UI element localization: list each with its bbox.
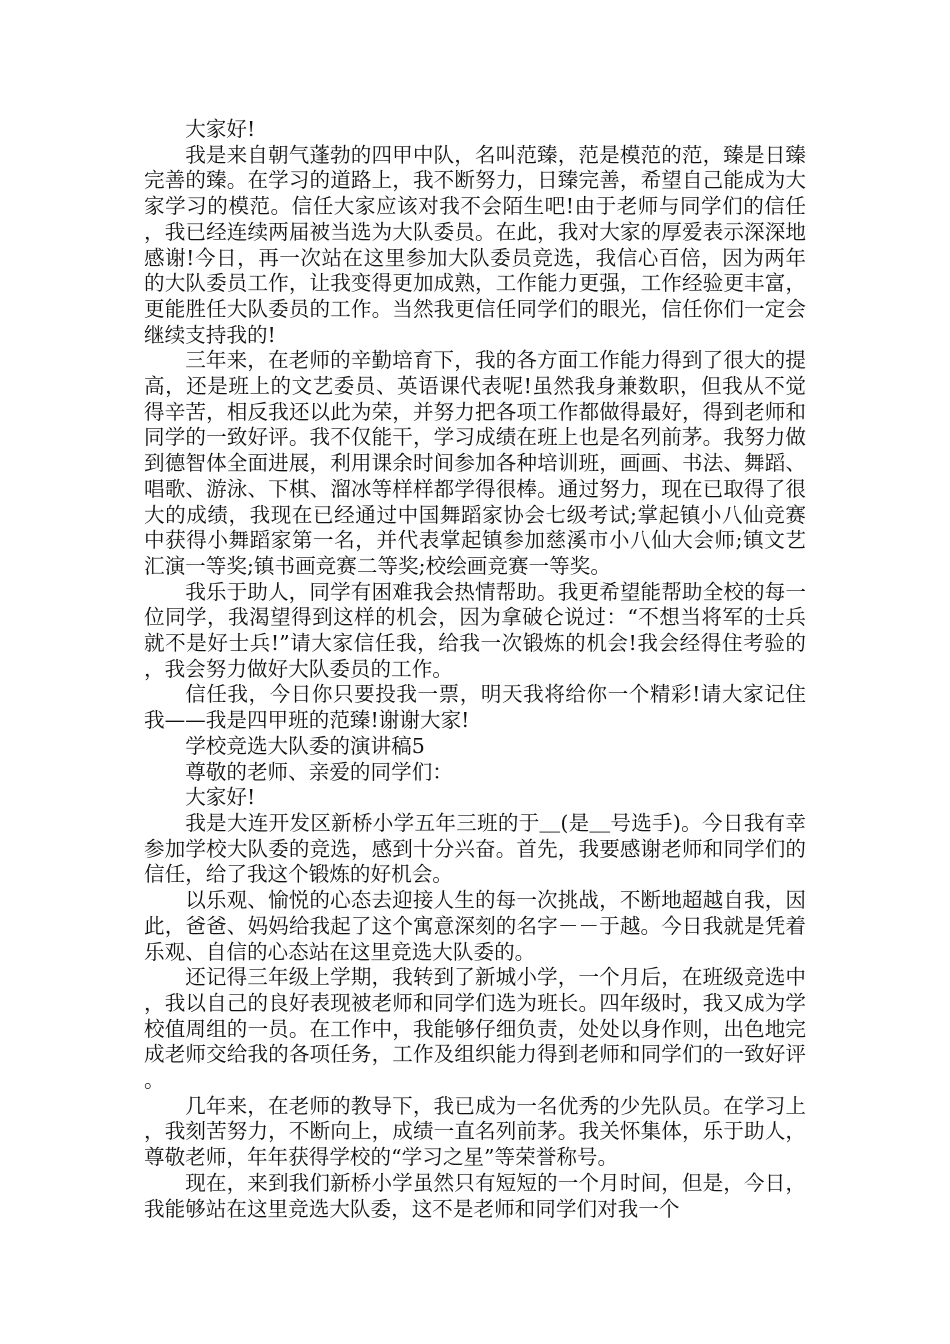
paragraph-attitude: 以乐观、愉悦的心态去迎接人生的每一次挑战，不断地超越自我，因此，爸爸、妈妈给我起了这个寓意深刻的名字－－于越。今日我就是凭着乐观、自信的心态站在这里竞选大队委的。	[144, 888, 806, 964]
paragraph-current: 现在，来到我们新桥小学虽然只有短短的一个月时间，但是，今日，我能够站在这里竞选大队委，这不是老师和同学们对我一个	[144, 1170, 806, 1221]
paragraph-study: 几年来，在老师的教导下，我已成为一名优秀的少先队员。在学习上，我刻苦努力，不断向上，成绩一直名列前茅。我关怀集体，乐于助人，尊敬老师，年年获得学校的“学习之星”等荣誉称号。	[144, 1093, 806, 1170]
paragraph-closing: 信任我，今日你只要投我一票，明天我将给你一个精彩!请大家记住我——我是四甲班的范臻!谢谢大家!	[144, 682, 806, 733]
paragraph-achievements: 三年来，在老师的辛勤培育下，我的各方面工作能力得到了很大的提高，还是班上的文艺委员、英语课代表呢!虽然我身兼数职，但我从不觉得辛苦，相反我还以此为荣，并努力把各项工作都做得最好，得到老师和同学的一致好评。我不仅能干，学习成绩在班上也是名列前茅。我努力做到德智体全面进展，利用课余时间参加各种培训班，画画、书法、舞蹈、唱歌、游泳、下棋、溜冰等样样都学得很棒。通过努力，现在已取得了很大的成绩，我现在已经通过中国舞蹈家协会七级考试;掌起镇小八仙竞赛中获得小舞蹈家第一名，并代表掌起镇参加慈溪市小八仙大会师;镇文艺汇演一等奖;镇书画竞赛二等奖;校绘画竞赛一等奖。	[144, 348, 806, 578]
section-heading: 学校竞选大队委的演讲稿5	[185, 733, 425, 758]
paragraph-greeting-2: 大家好!	[185, 785, 256, 810]
paragraph-introduction-2: 我是大连开发区新桥小学五年三班的于＿(是＿号选手)。今日我有幸参加学校大队委的竞选，感到十分兴奋。首先，我要感谢老师和同学们的信任，给了我这个锻炼的好机会。	[144, 810, 806, 887]
paragraph-salutation: 尊敬的老师、亲爱的同学们：	[185, 759, 453, 784]
paragraph-class-monitor: 还记得三年级上学期，我转到了新城小学，一个月后，在班级竞选中，我以自己的良好表现被老师和同学们选为班长。四年级时，我又成为学校值周组的一员。在工作中，我能够仔细负责，处处以身作则，出色地完成老师交给我的各项任务，工作及组织能力得到老师和同学们的一致好评。	[144, 965, 806, 1093]
paragraph-helping-others: 我乐于助人，同学有困难我会热情帮助。我更希望能帮助全校的每一位同学，我渴望得到这样的机会，因为拿破仑说过：“不想当将军的士兵就不是好士兵!”请大家信任我，给我一次锻炼的机会!我会经得住考验的，我会努力做好大队委员的工作。	[144, 579, 806, 681]
paragraph-introduction: 我是来自朝气蓬勃的四甲中队，名叫范臻，范是模范的范，臻是日臻完善的臻。在学习的道路上，我不断努力，日臻完善，希望自己能成为大家学习的模范。信任大家应该对我不会陌生吧!由于老师与同学们的信任，我已经连续两届被当选为大队委员。在此，我对大家的厚爱表示深深地感谢!今日，再一次站在这里参加大队委员竞选，我信心百倍，因为两年的大队委员工作，让我变得更加成熟，工作能力更强，工作经验更丰富，更能胜任大队委员的工作。当然我更信任同学们的眼光，信任你们一定会继续支持我的!	[144, 142, 806, 347]
document-body	[144, 117, 806, 1222]
paragraph-greeting: 大家好!	[185, 117, 256, 141]
